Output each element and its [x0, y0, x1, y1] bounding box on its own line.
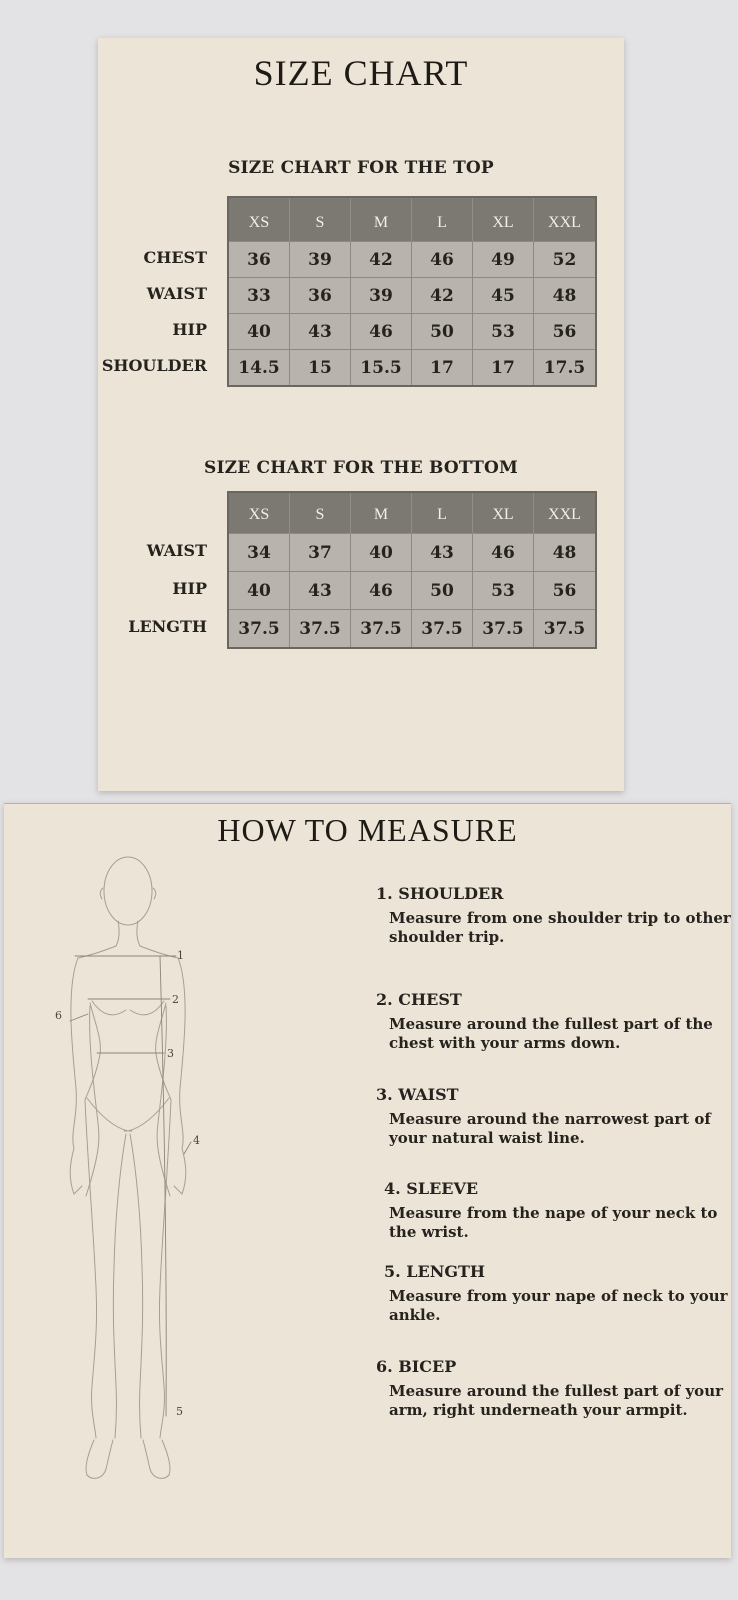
row-label-hip: HIP	[172, 319, 207, 339]
bottom-table-row-labels	[122, 491, 227, 649]
figure-marker-4: 4	[193, 1134, 200, 1147]
col-header-xl: XL	[473, 198, 534, 241]
cell-length-m: 37.5	[351, 609, 412, 647]
col-header-xxl: XXL	[534, 198, 595, 241]
col-header-xs: XS	[229, 198, 290, 241]
item-name: LENGTH	[406, 1262, 486, 1281]
figure-marker-6: 6	[55, 1009, 62, 1022]
cell-waist-m: 40	[351, 533, 412, 571]
bottom-table-grid	[227, 491, 597, 649]
item-number: 3.	[376, 1085, 393, 1104]
table-corner-spacer	[122, 491, 227, 531]
item-name: SHOULDER	[398, 884, 504, 903]
figure-marker-3: 3	[167, 1047, 174, 1060]
cell-chest-xs: 36	[229, 241, 290, 277]
item-description: Measure around the fullest part of the chest with your arms down.	[389, 1015, 713, 1053]
size-table-bottom	[122, 491, 597, 649]
row-label-chest: CHEST	[143, 247, 207, 267]
top-table-heading: SIZE CHART FOR THE TOP	[228, 158, 494, 178]
figure-illustration	[30, 838, 250, 1488]
item-name: CHEST	[398, 990, 462, 1009]
item-number: 5.	[384, 1262, 401, 1281]
row-label-hip: HIP	[172, 578, 207, 598]
figure-marker-2: 2	[172, 993, 179, 1006]
cell-waist-xs: 33	[229, 277, 290, 313]
cell-waist-l: 43	[412, 533, 473, 571]
cell-waist-xs: 34	[229, 533, 290, 571]
size-table-top	[101, 196, 597, 387]
cell-waist-m: 39	[351, 277, 412, 313]
item-number: 4.	[384, 1179, 401, 1198]
cell-hip-xl: 53	[473, 571, 534, 609]
col-header-l: L	[412, 198, 473, 241]
cell-shoulder-xxl: 17.5	[534, 349, 595, 385]
cell-shoulder-xs: 14.5	[229, 349, 290, 385]
cell-shoulder-s: 15	[290, 349, 351, 385]
item-number: 2.	[376, 990, 393, 1009]
cell-hip-m: 46	[351, 313, 412, 349]
figure-marker-5: 5	[176, 1405, 183, 1418]
cell-hip-s: 43	[290, 571, 351, 609]
bottom-table-heading: SIZE CHART FOR THE BOTTOM	[203, 458, 519, 478]
cell-waist-l: 42	[412, 277, 473, 313]
measure-item-shoulder	[372, 884, 731, 947]
item-name: WAIST	[398, 1085, 459, 1104]
cell-length-s: 37.5	[290, 609, 351, 647]
measure-item-bicep	[372, 1357, 728, 1420]
cell-hip-xxl: 56	[534, 571, 595, 609]
table-corner-spacer	[122, 196, 227, 239]
cell-chest-s: 39	[290, 241, 351, 277]
cell-chest-xl: 49	[473, 241, 534, 277]
cell-chest-l: 46	[412, 241, 473, 277]
row-label-waist: WAIST	[146, 540, 207, 560]
measure-item-sleeve	[372, 1179, 728, 1242]
item-description: Measure from one shoulder trip to other shoulder trip.	[389, 909, 731, 947]
cell-length-xxl: 37.5	[534, 609, 595, 647]
cell-chest-m: 42	[351, 241, 412, 277]
item-description: Measure from your nape of neck to your ankle.	[389, 1287, 728, 1325]
how-to-measure-panel	[4, 803, 731, 1558]
cell-shoulder-l: 17	[412, 349, 473, 385]
col-header-s: S	[290, 493, 351, 533]
how-to-measure-title: HOW TO MEASURE	[217, 812, 518, 848]
item-name: BICEP	[398, 1357, 457, 1376]
figure-marker-1: 1	[177, 949, 184, 962]
item-name: SLEEVE	[406, 1179, 479, 1198]
item-number: 6.	[376, 1357, 393, 1376]
sleeve-measure-tick	[184, 1142, 191, 1154]
cell-shoulder-xl: 17	[473, 349, 534, 385]
cell-hip-l: 50	[412, 571, 473, 609]
bicep-measure-line	[70, 1014, 88, 1021]
cell-length-xs: 37.5	[229, 609, 290, 647]
cell-waist-s: 36	[290, 277, 351, 313]
cell-shoulder-m: 15.5	[351, 349, 412, 385]
col-header-l: L	[412, 493, 473, 533]
cell-waist-s: 37	[290, 533, 351, 571]
cell-hip-xxl: 56	[534, 313, 595, 349]
cell-hip-m: 46	[351, 571, 412, 609]
page-title: SIZE CHART	[253, 53, 469, 93]
cell-length-xl: 37.5	[473, 609, 534, 647]
col-header-xl: XL	[473, 493, 534, 533]
cell-hip-l: 50	[412, 313, 473, 349]
cell-waist-xl: 46	[473, 533, 534, 571]
cell-hip-xs: 40	[229, 571, 290, 609]
body-sketch	[30, 838, 250, 1488]
size-chart-panel	[98, 38, 624, 791]
item-description: Measure around the narrowest part of your natural waist line.	[389, 1110, 711, 1148]
cell-chest-xxl: 52	[534, 241, 595, 277]
col-header-xs: XS	[229, 493, 290, 533]
cell-waist-xxl: 48	[534, 277, 595, 313]
item-description: Measure around the fullest part of your arm, right underneath your armpit.	[389, 1382, 723, 1420]
row-label-length: LENGTH	[128, 616, 207, 636]
cell-hip-s: 43	[290, 313, 351, 349]
cell-waist-xxl: 48	[534, 533, 595, 571]
measure-item-waist	[372, 1085, 728, 1148]
col-header-m: M	[351, 198, 412, 241]
col-header-s: S	[290, 198, 351, 241]
item-number: 1.	[376, 884, 393, 903]
measure-item-length	[372, 1262, 728, 1325]
top-table-grid	[227, 196, 597, 387]
cell-hip-xl: 53	[473, 313, 534, 349]
top-table-row-labels	[101, 196, 227, 387]
col-header-xxl: XXL	[534, 493, 595, 533]
cell-length-l: 37.5	[412, 609, 473, 647]
item-description: Measure from the nape of your neck to the wrist.	[389, 1204, 718, 1242]
col-header-m: M	[351, 493, 412, 533]
row-label-waist: WAIST	[146, 283, 207, 303]
cell-hip-xs: 40	[229, 313, 290, 349]
row-label-shoulder: SHOULDER	[101, 355, 207, 375]
cell-waist-xl: 45	[473, 277, 534, 313]
measure-item-chest	[372, 990, 728, 1053]
